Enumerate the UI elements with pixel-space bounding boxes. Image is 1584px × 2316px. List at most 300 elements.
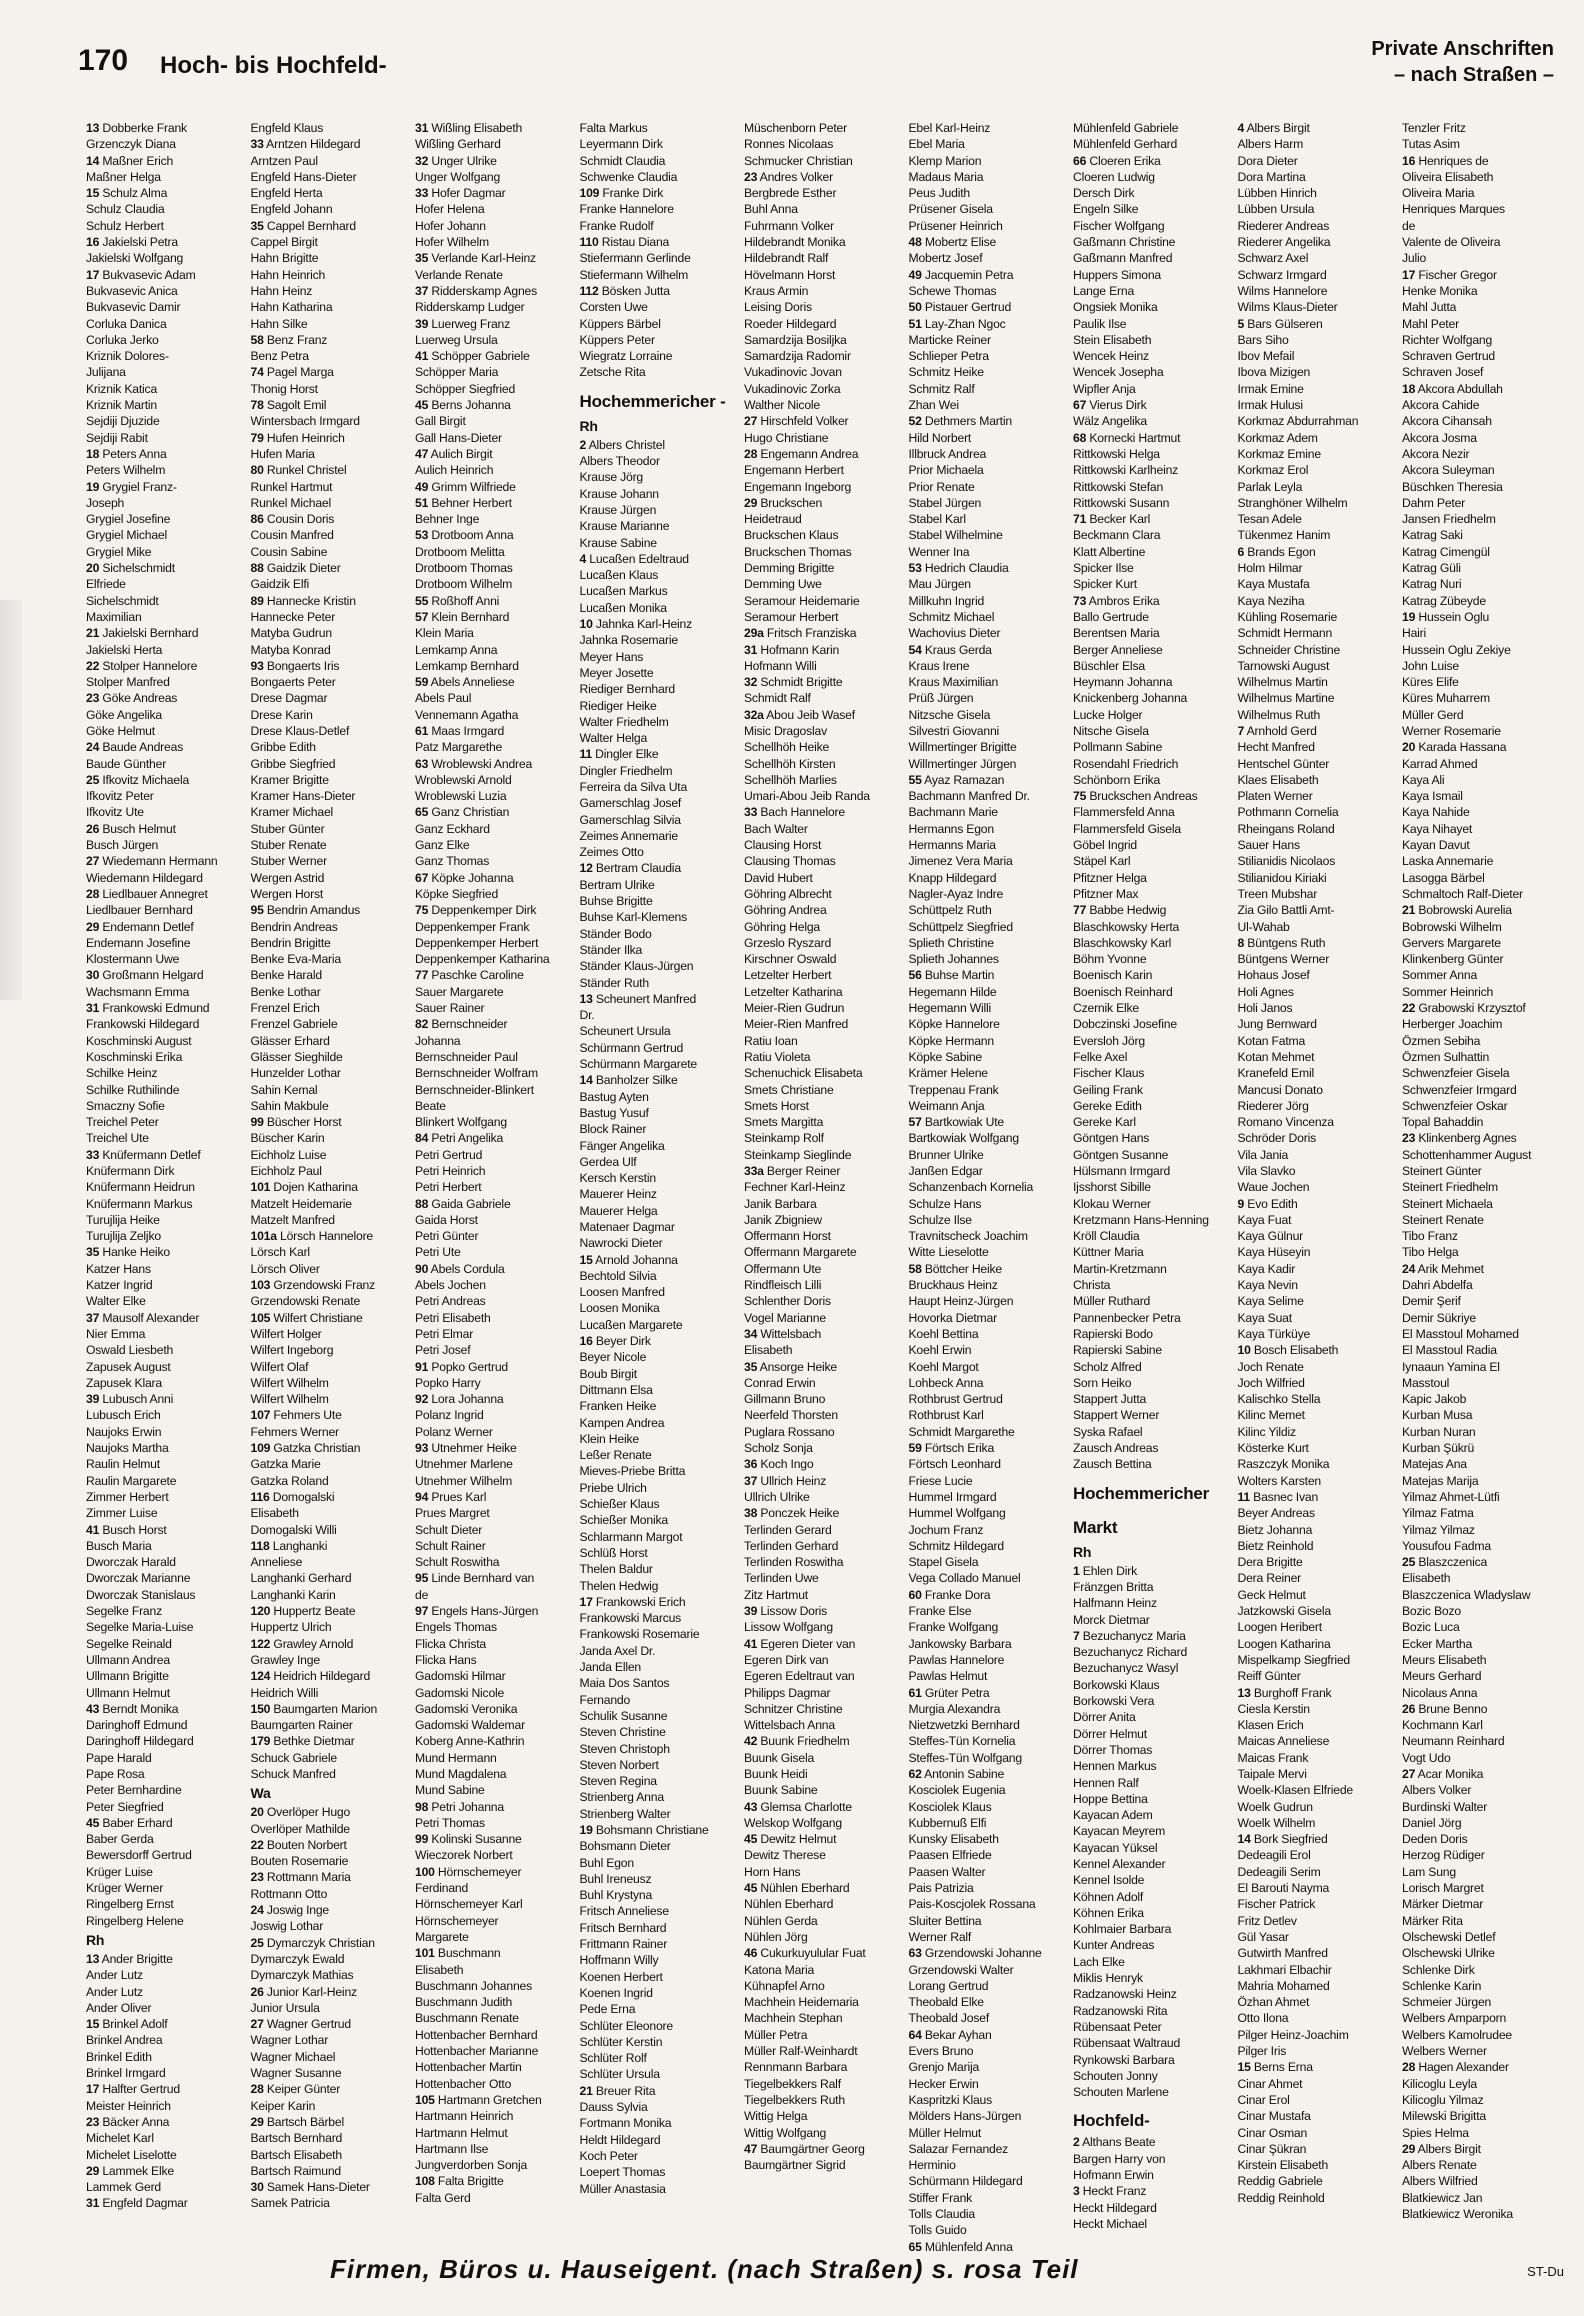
resident-entry: Akcora Suleyman <box>1402 463 1495 478</box>
resident-entry: Lucke Holger <box>1073 707 1143 722</box>
resident-entry: Bargen Harry von <box>1073 2151 1166 2166</box>
resident-entry: 89 Hannecke Kristin <box>250 593 356 608</box>
resident-entry: Stiefermann Gerlinde <box>579 251 691 266</box>
page-title: Hoch- bis Hochfeld- <box>160 52 387 79</box>
resident-entry: Fänger Angelika <box>579 1138 665 1153</box>
resident-entry: Sahin Kemal <box>250 1082 318 1097</box>
resident-entry: Matzelt Heidemarie <box>250 1196 352 1211</box>
resident-entry: Krause Sabine <box>579 535 657 550</box>
resident-entry: Wiegratz Lorraine <box>579 349 673 364</box>
resident-entry: Wergen Astrid <box>250 870 325 885</box>
resident-entry: Schlenke Karin <box>1402 1978 1482 1993</box>
resident-entry: Abels Jochen <box>415 1278 486 1293</box>
resident-entry: Frankowski Hildegard <box>86 1017 200 1032</box>
resident-entry: Jatzkowski Gisela <box>1237 1604 1331 1619</box>
resident-entry: Wergen Horst <box>250 886 324 901</box>
resident-entry: 22 Stolper Hannelore <box>86 658 198 673</box>
resident-entry: Kaya Neziha <box>1237 593 1305 608</box>
resident-entry: Prüsener Gisela <box>908 202 993 217</box>
resident-entry: Seramour Herbert <box>744 609 839 624</box>
resident-entry: Jungverdorben Sonja <box>415 2158 528 2173</box>
resident-entry: Hofmann Willi <box>744 658 817 673</box>
resident-entry: Heckt Michael <box>1073 2216 1147 2231</box>
resident-entry: Albers Wilfried <box>1402 2174 1478 2189</box>
resident-entry: Frankowski Rosemarie <box>579 1627 700 1642</box>
resident-entry: Krause Jörg <box>579 470 644 485</box>
listing-column <box>415 120 575 2240</box>
resident-entry: Matenaer Dagmar <box>579 1220 675 1234</box>
resident-entry: Topal Bahaddin <box>1402 1115 1484 1130</box>
resident-entry: Meyer Hans <box>579 649 644 664</box>
resident-entry: Dora Martina <box>1237 169 1306 184</box>
resident-entry: Czernik Elke <box>1073 1001 1140 1016</box>
resident-entry: Wieczorek Norbert <box>415 1848 513 1863</box>
resident-entry: Ständer Ruth <box>579 975 649 990</box>
resident-entry: 4 Albers Birgit <box>1237 121 1310 135</box>
resident-entry: Schult Dieter <box>415 1522 483 1537</box>
resident-entry: Grzeslo Ryszard <box>744 935 832 950</box>
resident-entry: Stein Elisabeth <box>1073 332 1152 347</box>
resident-entry: Terlinden Uwe <box>744 1571 819 1586</box>
resident-entry: 68 Kornecki Hartmut <box>1073 430 1181 445</box>
resident-entry: Pede Erna <box>579 2002 636 2017</box>
resident-entry: Mispelkamp Siegfried <box>1237 1652 1351 1667</box>
resident-entry: Segelke Maria-Luise <box>86 1620 194 1635</box>
resident-entry: Bongaerts Peter <box>250 675 336 690</box>
resident-entry: Walter Elke <box>86 1294 146 1309</box>
resident-entry: Wittig Helga <box>744 2109 808 2124</box>
resident-entry: Bernschneider-Blinkert <box>415 1082 534 1097</box>
resident-entry: Schellhöh Kirsten <box>744 756 836 771</box>
resident-entry: Brinkel Edith <box>86 2049 152 2064</box>
resident-entry: Buunk Heidi <box>744 1766 808 1781</box>
resident-entry: Joswig Lothar <box>250 1919 324 1934</box>
street-heading: Hochemmericher - <box>579 391 726 411</box>
resident-entry: Neerfeld Thorsten <box>744 1408 838 1423</box>
resident-entry: 12 Bertram Claudia <box>579 861 681 876</box>
resident-entry: Henriques Marques <box>1402 202 1505 217</box>
resident-entry: Engfeld Klaus <box>250 121 324 135</box>
resident-entry: Kunter Andreas <box>1073 1938 1155 1953</box>
resident-entry: 99 Büscher Horst <box>250 1115 342 1130</box>
resident-entry: Rittkowski Susann <box>1073 495 1170 510</box>
resident-entry: Schellhöh Heike <box>744 740 830 755</box>
resident-entry: Rosendahl Friedrich <box>1073 756 1179 771</box>
resident-entry: 95 Bendrin Amandus <box>250 903 361 918</box>
resident-entry: Hermanns Maria <box>908 838 996 853</box>
resident-entry: Wachsmann Emma <box>86 984 190 999</box>
resident-entry: Fränzgen Britta <box>1073 1579 1154 1594</box>
resident-entry: Treichel Peter <box>86 1115 159 1130</box>
resident-entry: 94 Prues Karl <box>415 1489 487 1504</box>
resident-entry: Felke Axel <box>1073 1049 1128 1064</box>
resident-entry: Lucaßen Markus <box>579 584 668 599</box>
resident-entry: 35 Ansorge Heike <box>744 1359 838 1374</box>
resident-entry: Letzelter Katharina <box>744 984 843 999</box>
resident-entry: 84 Petri Angelika <box>415 1131 504 1146</box>
resident-entry: Bendrin Andreas <box>250 919 338 934</box>
resident-entry: Schmaltoch Ralf-Dieter <box>1402 886 1523 901</box>
resident-entry: 67 Köpke Johanna <box>415 870 514 885</box>
resident-entry: Umari-Abou Jeib Randa <box>744 789 870 804</box>
resident-entry: Hecker Erwin <box>908 2076 979 2091</box>
resident-entry: 25 Ifkovitz Michaela <box>86 772 190 787</box>
resident-entry: Koschminski Erika <box>86 1049 183 1064</box>
resident-entry: Reddig Reinhold <box>1237 2190 1325 2205</box>
resident-entry: Schießer Monika <box>579 1513 668 1528</box>
resident-entry: Bertram Ulrike <box>579 877 655 892</box>
resident-entry: Raulin Helmut <box>86 1457 160 1472</box>
resident-entry: Engfeld Herta <box>250 186 323 201</box>
resident-entry: Schlüter Ursula <box>579 2067 660 2082</box>
resident-entry: Elisabeth <box>744 1343 793 1358</box>
resident-entry: Falta Gerd <box>415 2190 471 2205</box>
resident-entry: Grzendowski Walter <box>908 1962 1014 1977</box>
resident-entry: Schöpper Siegfried <box>415 381 516 396</box>
resident-entry: Schießer Klaus <box>579 1497 660 1512</box>
resident-entry: Cinar Erol <box>1237 2092 1290 2107</box>
resident-entry: Peter Bernhardine <box>86 1783 182 1798</box>
resident-entry: Ferdinand <box>415 1881 469 1896</box>
resident-entry: Milewski Brigitta <box>1402 2109 1486 2124</box>
resident-entry: Loogen Katharina <box>1237 1636 1331 1651</box>
resident-entry: Schult Rainer <box>415 1538 486 1553</box>
resident-entry: Drotboom Melitta <box>415 544 505 559</box>
resident-entry: Korkmaz Abdurrahman <box>1237 414 1359 429</box>
resident-entry: Ridderskamp Ludger <box>415 300 525 315</box>
resident-entry: Hartmann Ilse <box>415 2141 489 2156</box>
resident-entry: Wilhelmus Martine <box>1237 691 1335 706</box>
resident-entry: Corluka Jerko <box>86 332 159 347</box>
resident-entry: Bruckschen Klaus <box>744 528 839 543</box>
resident-entry: Gatzka Roland <box>250 1473 329 1488</box>
resident-entry: Radzanowski Rita <box>1073 2003 1168 2018</box>
resident-entry: Schmidt Claudia <box>579 153 666 168</box>
resident-entry: Buunk Sabine <box>744 1783 818 1798</box>
resident-entry: Grygiel Mike <box>86 544 152 559</box>
resident-entry: Samardzija Bosiljka <box>744 332 847 347</box>
resident-entry: 52 Dethmers Martin <box>908 414 1012 429</box>
resident-entry: 37 Ullrich Heinz <box>744 1473 827 1488</box>
resident-entry: Schlüter Eleonore <box>579 2018 673 2033</box>
resident-entry: Friese Lucie <box>908 1473 973 1488</box>
resident-entry: Reddig Gabriele <box>1237 2174 1323 2189</box>
resident-entry: Lörsch Karl <box>250 1245 310 1260</box>
resident-entry: 37 Ridderskamp Agnes <box>415 283 538 298</box>
resident-entry: 27 Acar Monika <box>1402 1766 1484 1781</box>
resident-entry: Sejdiji Djuzide <box>86 414 160 429</box>
resident-entry: Grygiel Josefine <box>86 512 171 527</box>
resident-entry: Hohaus Josef <box>1237 968 1310 983</box>
resident-entry: Büschler Elsa <box>1073 658 1145 673</box>
resident-entry: Gatzka Marie <box>250 1457 321 1472</box>
street-heading: Rh <box>86 1931 105 1948</box>
resident-entry: Elisabeth <box>1402 1571 1451 1586</box>
resident-entry: 17 Bukvasevic Adam <box>86 267 196 282</box>
resident-entry: Lörsch Oliver <box>250 1261 320 1276</box>
resident-entry: Bewersdorff Gertrud <box>86 1848 192 1863</box>
resident-entry: 93 Utnehmer Heike <box>415 1441 517 1456</box>
resident-entry: Ebel Maria <box>908 137 965 152</box>
resident-entry: 16 Jakielski Petra <box>86 235 178 250</box>
resident-entry: Rittkowski Helga <box>1073 446 1160 461</box>
resident-entry: 18 Peters Anna <box>86 446 167 461</box>
resident-entry: 13 Ander Brigitte <box>86 1951 173 1966</box>
resident-entry: Katzer Ingrid <box>86 1278 153 1293</box>
resident-entry: Jochum Franz <box>908 1522 984 1537</box>
resident-entry: Engfeld Johann <box>250 202 333 217</box>
resident-entry: Kriznik Martin <box>86 398 158 413</box>
resident-entry: 30 Großmann Helgard <box>86 968 204 983</box>
resident-entry: Parlak Leyla <box>1237 479 1303 494</box>
listing-columns <box>86 120 1566 2254</box>
resident-entry: Lubusch Erich <box>86 1408 161 1423</box>
resident-entry: Runkel Michael <box>250 495 332 510</box>
resident-entry: Akcora Cihansah <box>1402 414 1492 429</box>
resident-entry: 88 Gaida Gabriele <box>415 1196 511 1211</box>
resident-entry: 95 Linde Bernhard van <box>415 1571 535 1586</box>
resident-entry: Zitz Hartmut <box>744 1587 808 1602</box>
listing-column <box>1402 120 1562 2240</box>
street-heading: Markt <box>1073 1517 1118 1537</box>
resident-entry: Unger Wolfgang <box>415 169 501 184</box>
resident-entry: Kohlmaier Barbara <box>1073 1922 1172 1937</box>
resident-entry: Vila Jania <box>1237 1147 1289 1162</box>
resident-entry: 51 Behner Herbert <box>415 495 512 510</box>
resident-entry: Göhring Albrecht <box>744 886 832 901</box>
resident-entry: 31 Engfeld Dagmar <box>86 2196 188 2211</box>
resident-entry: Gaidzik Elfi <box>250 577 310 592</box>
resident-entry: Gadomski Veronika <box>415 1701 518 1716</box>
resident-entry: Treen Mubshar <box>1237 886 1318 901</box>
resident-entry: Petri Günter <box>415 1229 479 1244</box>
resident-entry: Henke Monika <box>1402 283 1478 298</box>
resident-entry: 105 Wilfert Christiane <box>250 1310 363 1325</box>
resident-entry: Klein Heike <box>579 1431 639 1446</box>
resident-entry: Witte Lieselotte <box>908 1245 989 1260</box>
resident-entry: Koenen Herbert <box>579 1969 663 1984</box>
resident-entry: Büschken Theresia <box>1402 479 1503 494</box>
resident-entry: Pfitzner Helga <box>1073 870 1147 885</box>
resident-entry: Vila Slavko <box>1237 1164 1296 1178</box>
resident-entry: Dauss Sylvia <box>579 2100 648 2115</box>
resident-entry: Johanna <box>415 1033 461 1048</box>
resident-entry: 15 Arnold Johanna <box>579 1252 678 1267</box>
resident-entry: Kramer Brigitte <box>250 772 329 787</box>
resident-entry: Bernschneider Paul <box>415 1049 518 1064</box>
resident-entry: Beyer Andreas <box>1237 1506 1315 1521</box>
resident-entry: Kaya Ismail <box>1402 789 1463 804</box>
resident-entry: Prüß Jürgen <box>908 691 974 706</box>
resident-entry: Hülsmann Irmgard <box>1073 1164 1171 1178</box>
resident-entry: Özhan Ahmet <box>1237 1995 1310 2010</box>
resident-entry: Kalischko Stella <box>1237 1392 1321 1407</box>
resident-entry: 24 Baude Andreas <box>86 740 184 755</box>
resident-entry: Riederer Angelika <box>1237 235 1331 250</box>
resident-entry: 45 Baber Erhard <box>86 1815 173 1830</box>
resident-entry: Machhein Stephan <box>744 2011 843 2026</box>
resident-entry: 63 Wroblewski Andrea <box>415 756 533 771</box>
resident-entry: Deden Doris <box>1402 1832 1468 1847</box>
resident-entry: 16 Beyer Dirk <box>579 1334 651 1349</box>
resident-entry: Pilger Heinz-Joachim <box>1237 2027 1349 2042</box>
resident-entry: Daringhoff Edmund <box>86 1718 188 1733</box>
resident-entry: Küppers Peter <box>579 332 655 347</box>
resident-entry: Janik Barbara <box>744 1196 817 1211</box>
resident-entry: Bozic Luca <box>1402 1620 1460 1635</box>
resident-entry: Ander Lutz <box>86 1968 143 1983</box>
resident-entry: Spicker Ilse <box>1073 561 1134 576</box>
resident-entry: Kaya Nevin <box>1237 1278 1298 1293</box>
resident-entry: Holi Agnes <box>1237 984 1294 999</box>
resident-entry: Kühnapfel Arno <box>744 1978 825 1993</box>
resident-entry: Letzelter Herbert <box>744 968 832 983</box>
resident-entry: Hofer Wilhelm <box>415 235 489 250</box>
resident-entry: 122 Grawley Arnold <box>250 1636 354 1651</box>
resident-entry: Klemp Marion <box>908 153 982 168</box>
resident-entry: Fernando <box>579 1692 631 1707</box>
resident-entry: Maicas Anneliese <box>1237 1734 1330 1749</box>
resident-entry: 103 Grzendowski Franz <box>250 1278 376 1293</box>
resident-entry: Flammersfeld Anna <box>1073 805 1175 820</box>
resident-entry: Riederer Jörg <box>1237 1098 1309 1113</box>
resident-entry: Runkel Hartmut <box>250 479 333 494</box>
resident-entry: Tiegelbekkers Ralf <box>744 2076 841 2091</box>
resident-entry: Grzenczyk Diana <box>86 137 176 152</box>
resident-entry: Schilke Heinz <box>86 1066 158 1081</box>
resident-entry: Krämer Helene <box>908 1066 988 1081</box>
resident-entry: Maicas Frank <box>1237 1750 1309 1765</box>
resident-entry: Dera Brigitte <box>1237 1555 1303 1570</box>
resident-entry: Lakhmari Elbachir <box>1237 1962 1332 1977</box>
resident-entry: Matejas Marija <box>1402 1473 1479 1488</box>
resident-entry: 31 Frankowski Edmund <box>86 1001 210 1016</box>
resident-entry: Rapierski Sabine <box>1073 1343 1162 1358</box>
resident-entry: 5 Bars Gülseren <box>1237 316 1323 331</box>
resident-entry: 65 Mühlenfeld Anna <box>908 2239 1013 2254</box>
resident-entry: Schmitz Michael <box>908 609 995 624</box>
resident-entry: Abels Paul <box>415 691 472 706</box>
footer-code: ST-Du <box>1527 2264 1564 2279</box>
resident-entry: Hairi <box>1402 626 1427 641</box>
resident-entry: Sorn Heiko <box>1073 1375 1132 1390</box>
resident-entry: 116 Domogalski <box>250 1489 335 1504</box>
resident-entry: Glässer Sieghilde <box>250 1049 343 1064</box>
resident-entry: Sejdiji Rabit <box>86 430 148 445</box>
resident-entry: Treichel Ute <box>86 1131 149 1146</box>
resident-entry: Gaßmann Christine <box>1073 235 1176 250</box>
resident-entry: Krause Marianne <box>579 519 670 534</box>
resident-entry: Travnitscheck Joachim <box>908 1229 1028 1244</box>
resident-entry: Schulik Susanne <box>579 1708 668 1723</box>
resident-entry: Fuhrmann Volker <box>744 218 834 233</box>
resident-entry: Hild Norbert <box>908 430 972 445</box>
resident-entry: Neumann Reinhard <box>1402 1734 1505 1749</box>
resident-entry: 75 Deppenkemper Dirk <box>415 903 537 918</box>
resident-entry: Kaya Gülnur <box>1237 1229 1304 1244</box>
resident-entry: Klokau Werner <box>1073 1196 1151 1211</box>
resident-entry: 29 Lammek Elke <box>86 2163 174 2178</box>
resident-entry: Bohsmann Dieter <box>579 1839 671 1854</box>
resident-entry: Theobald Josef <box>908 2011 990 2026</box>
resident-entry: 47 Aulich Birgit <box>415 446 493 461</box>
resident-entry: 59 Abels Anneliese <box>415 675 515 690</box>
resident-entry: 14 Bork Siegfried <box>1237 1832 1328 1847</box>
resident-entry: Schottenhammer August <box>1402 1147 1532 1162</box>
resident-entry: Hahn Katharina <box>250 300 333 315</box>
resident-entry: Terlinden Gerard <box>744 1522 832 1537</box>
resident-entry: Wilhelmus Martin <box>1237 675 1328 690</box>
resident-entry: 23 Rottmann Maria <box>250 1870 351 1885</box>
resident-entry: Benz Petra <box>250 349 309 364</box>
resident-entry: Ullmann Helmut <box>86 1685 170 1700</box>
resident-entry: Dworczak Stanislaus <box>86 1587 196 1602</box>
resident-entry: Koberg Anne-Kathrin <box>415 1734 525 1749</box>
resident-entry: Bachmann Manfred Dr. <box>908 789 1030 804</box>
resident-entry: Nicolaus Anna <box>1402 1685 1478 1700</box>
resident-entry: Mühlenfeld Gerhard <box>1073 137 1178 152</box>
resident-entry: Tiegelbekkers Ruth <box>744 2092 845 2107</box>
resident-entry: Rottmann Otto <box>250 1886 328 1901</box>
resident-entry: Klein Maria <box>415 626 474 641</box>
resident-entry: Vukadinovic Zorka <box>744 381 841 396</box>
resident-entry: Klaes Elisabeth <box>1237 772 1319 787</box>
resident-entry: Schmeier Jürgen <box>1402 1995 1492 2010</box>
resident-entry: Pilger Iris <box>1237 2044 1287 2059</box>
resident-entry: Kaya Nahide <box>1402 805 1470 820</box>
resident-entry: Hennen Ralf <box>1073 1775 1139 1790</box>
resident-entry: Schewe Thomas <box>908 283 997 298</box>
resident-entry: Oliveira Elisabeth <box>1402 169 1494 184</box>
resident-entry: Steven Christine <box>579 1725 666 1740</box>
resident-entry: Zausch Andreas <box>1073 1441 1159 1456</box>
resident-entry: Steven Norbert <box>579 1757 659 1772</box>
resident-entry: Kilicoglu Leyla <box>1402 2076 1477 2091</box>
resident-entry: Stäpel Karl <box>1073 854 1131 869</box>
resident-entry: Ander Lutz <box>86 1984 143 1999</box>
resident-entry: Knickenberg Johanna <box>1073 691 1188 706</box>
resident-entry: 32 Schmidt Brigitte <box>744 675 843 690</box>
resident-entry: Hottenbacher Martin <box>415 2060 522 2075</box>
resident-entry: Kaya Suat <box>1237 1310 1292 1325</box>
resident-entry: Welskop Wolfgang <box>744 1815 842 1830</box>
resident-entry: Göntgen Hans <box>1073 1131 1150 1146</box>
resident-entry: Kersch Kerstin <box>579 1171 656 1186</box>
resident-entry: 67 Vierus Dirk <box>1073 398 1147 413</box>
resident-entry: Kayacan Adem <box>1073 1808 1153 1823</box>
resident-entry: Lach Elke <box>1073 1954 1125 1969</box>
resident-entry: Lucaßen Monika <box>579 600 667 615</box>
resident-entry: Petri Elmar <box>415 1326 474 1341</box>
resident-entry: 22 Grabowski Krzysztof <box>1402 1001 1526 1016</box>
resident-entry: Kramer Michael <box>250 805 334 820</box>
resident-entry: Michelet Liselotte <box>86 2147 177 2162</box>
resident-entry: Tükenmez Hanim <box>1237 528 1331 543</box>
resident-entry: Knüfermann Heidrun <box>86 1180 195 1195</box>
resident-entry: Kaya Ali <box>1402 772 1445 787</box>
resident-entry: Polanz Ingrid <box>415 1408 484 1423</box>
resident-entry: 86 Cousin Doris <box>250 512 335 527</box>
resident-entry: Peter Siegfried <box>86 1799 164 1814</box>
resident-entry: Schulz Claudia <box>86 202 165 217</box>
resident-entry: Clausing Thomas <box>744 854 836 869</box>
resident-entry: 63 Grzendowski Johanne <box>908 1946 1042 1961</box>
resident-entry: 62 Antonin Sabine <box>908 1766 1005 1781</box>
resident-entry: Schlüß Horst <box>579 1545 648 1560</box>
resident-entry: Bruckschen Thomas <box>744 544 852 559</box>
resident-entry: Masstoul <box>1402 1375 1450 1390</box>
resident-entry: Lorang Gertrud <box>908 1978 989 1993</box>
